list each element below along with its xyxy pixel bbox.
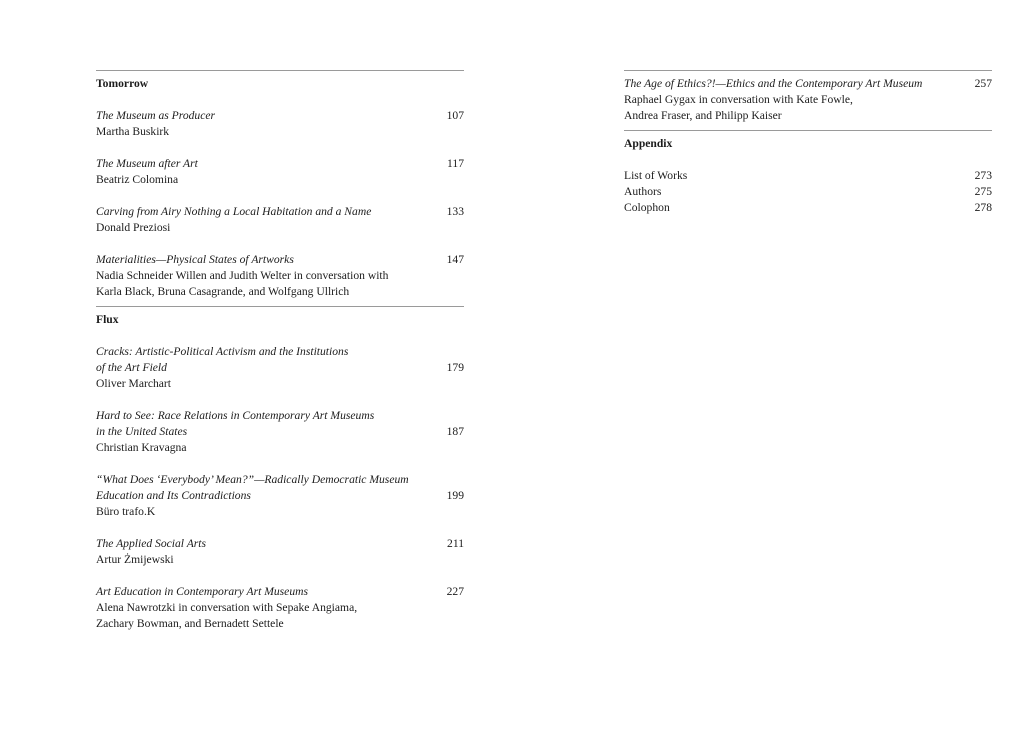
entry-title: The Applied Social Arts	[96, 537, 207, 550]
appendix-item-label: Authors	[624, 185, 662, 198]
entry-author: Büro trafo.K	[96, 505, 156, 518]
toc-entry	[96, 156, 464, 188]
page-number: 117	[447, 157, 464, 170]
appendix-list	[624, 168, 992, 216]
page-number: 147	[446, 253, 464, 266]
page-number: 278	[974, 201, 992, 214]
entry-title: The Museum as Producer	[96, 109, 216, 122]
page-number: 273	[974, 169, 992, 182]
appendix-item	[624, 168, 992, 184]
toc-entry	[96, 252, 464, 300]
entry-author: Donald Preziosi	[96, 221, 171, 234]
toc-entry	[96, 108, 464, 140]
page-number: 275	[974, 185, 992, 198]
page-number: 227	[446, 585, 464, 598]
entry-title: Materialities—Physical States of Artworks	[96, 253, 294, 266]
entry-author: Karla Black, Bruna Casagrande, and Wolfgang Ullrich	[96, 285, 350, 298]
toc-entry	[96, 408, 464, 456]
page-number: 107	[446, 109, 464, 122]
entry-title: Cracks: Artistic-Political Activism and the Institutions	[96, 345, 349, 358]
entry-title: of the Art Field	[96, 361, 167, 374]
entry-author: Artur Żmijewski	[96, 553, 174, 566]
section-heading-tomorrow: Tomorrow	[96, 77, 149, 90]
page-number: 211	[447, 537, 464, 550]
entry-author: Andrea Fraser, and Philipp Kaiser	[624, 109, 782, 122]
toc-entry	[96, 344, 464, 392]
toc-entry	[624, 76, 992, 124]
page-number: 187	[446, 425, 464, 438]
appendix-item	[624, 200, 992, 216]
page-number: 257	[974, 77, 992, 90]
toc-entry	[96, 584, 464, 632]
entry-author: Alena Nawrotzki in conversation with Sepake Angiama,	[96, 601, 358, 614]
right-column	[624, 70, 992, 216]
entry-title: in the United States	[96, 425, 188, 438]
entry-title: The Museum after Art	[96, 157, 198, 170]
entry-title: Education and Its Contradictions	[96, 489, 251, 502]
page-number: 199	[446, 489, 464, 502]
entry-title: Hard to See: Race Relations in Contemporary Art Museums	[96, 409, 375, 422]
entry-title: The Age of Ethics?!—Ethics and the Contemporary Art Museum	[624, 77, 923, 90]
entry-author: Zachary Bowman, and Bernadett Settele	[96, 617, 284, 630]
page-number: 179	[446, 361, 464, 374]
toc-entry	[96, 204, 464, 236]
appendix-item-label: Colophon	[624, 201, 670, 214]
entry-author: Nadia Schneider Willen and Judith Welter in conversation with	[96, 269, 389, 282]
appendix-item-label: List of Works	[624, 169, 688, 182]
entry-title: “What Does ‘Everybody’ Mean?”—Radically Democratic Museum	[96, 473, 409, 486]
page-number: 133	[446, 205, 464, 218]
left-column	[96, 70, 464, 632]
section-heading-flux: Flux	[96, 313, 119, 326]
entry-author: Raphael Gygax in conversation with Kate Fowle,	[624, 93, 853, 106]
entry-author: Martha Buskirk	[96, 125, 170, 138]
toc-entry	[96, 536, 464, 568]
toc-entry	[96, 472, 464, 520]
entry-author: Beatriz Colomina	[96, 173, 179, 186]
appendix-item	[624, 184, 992, 200]
entry-title: Carving from Airy Nothing a Local Habitation and a Name	[96, 205, 372, 218]
section-heading-appendix: Appendix	[624, 137, 673, 150]
entry-title: Art Education in Contemporary Art Museums	[96, 585, 309, 598]
entry-author: Christian Kravagna	[96, 441, 187, 454]
entry-author: Oliver Marchart	[96, 377, 172, 390]
